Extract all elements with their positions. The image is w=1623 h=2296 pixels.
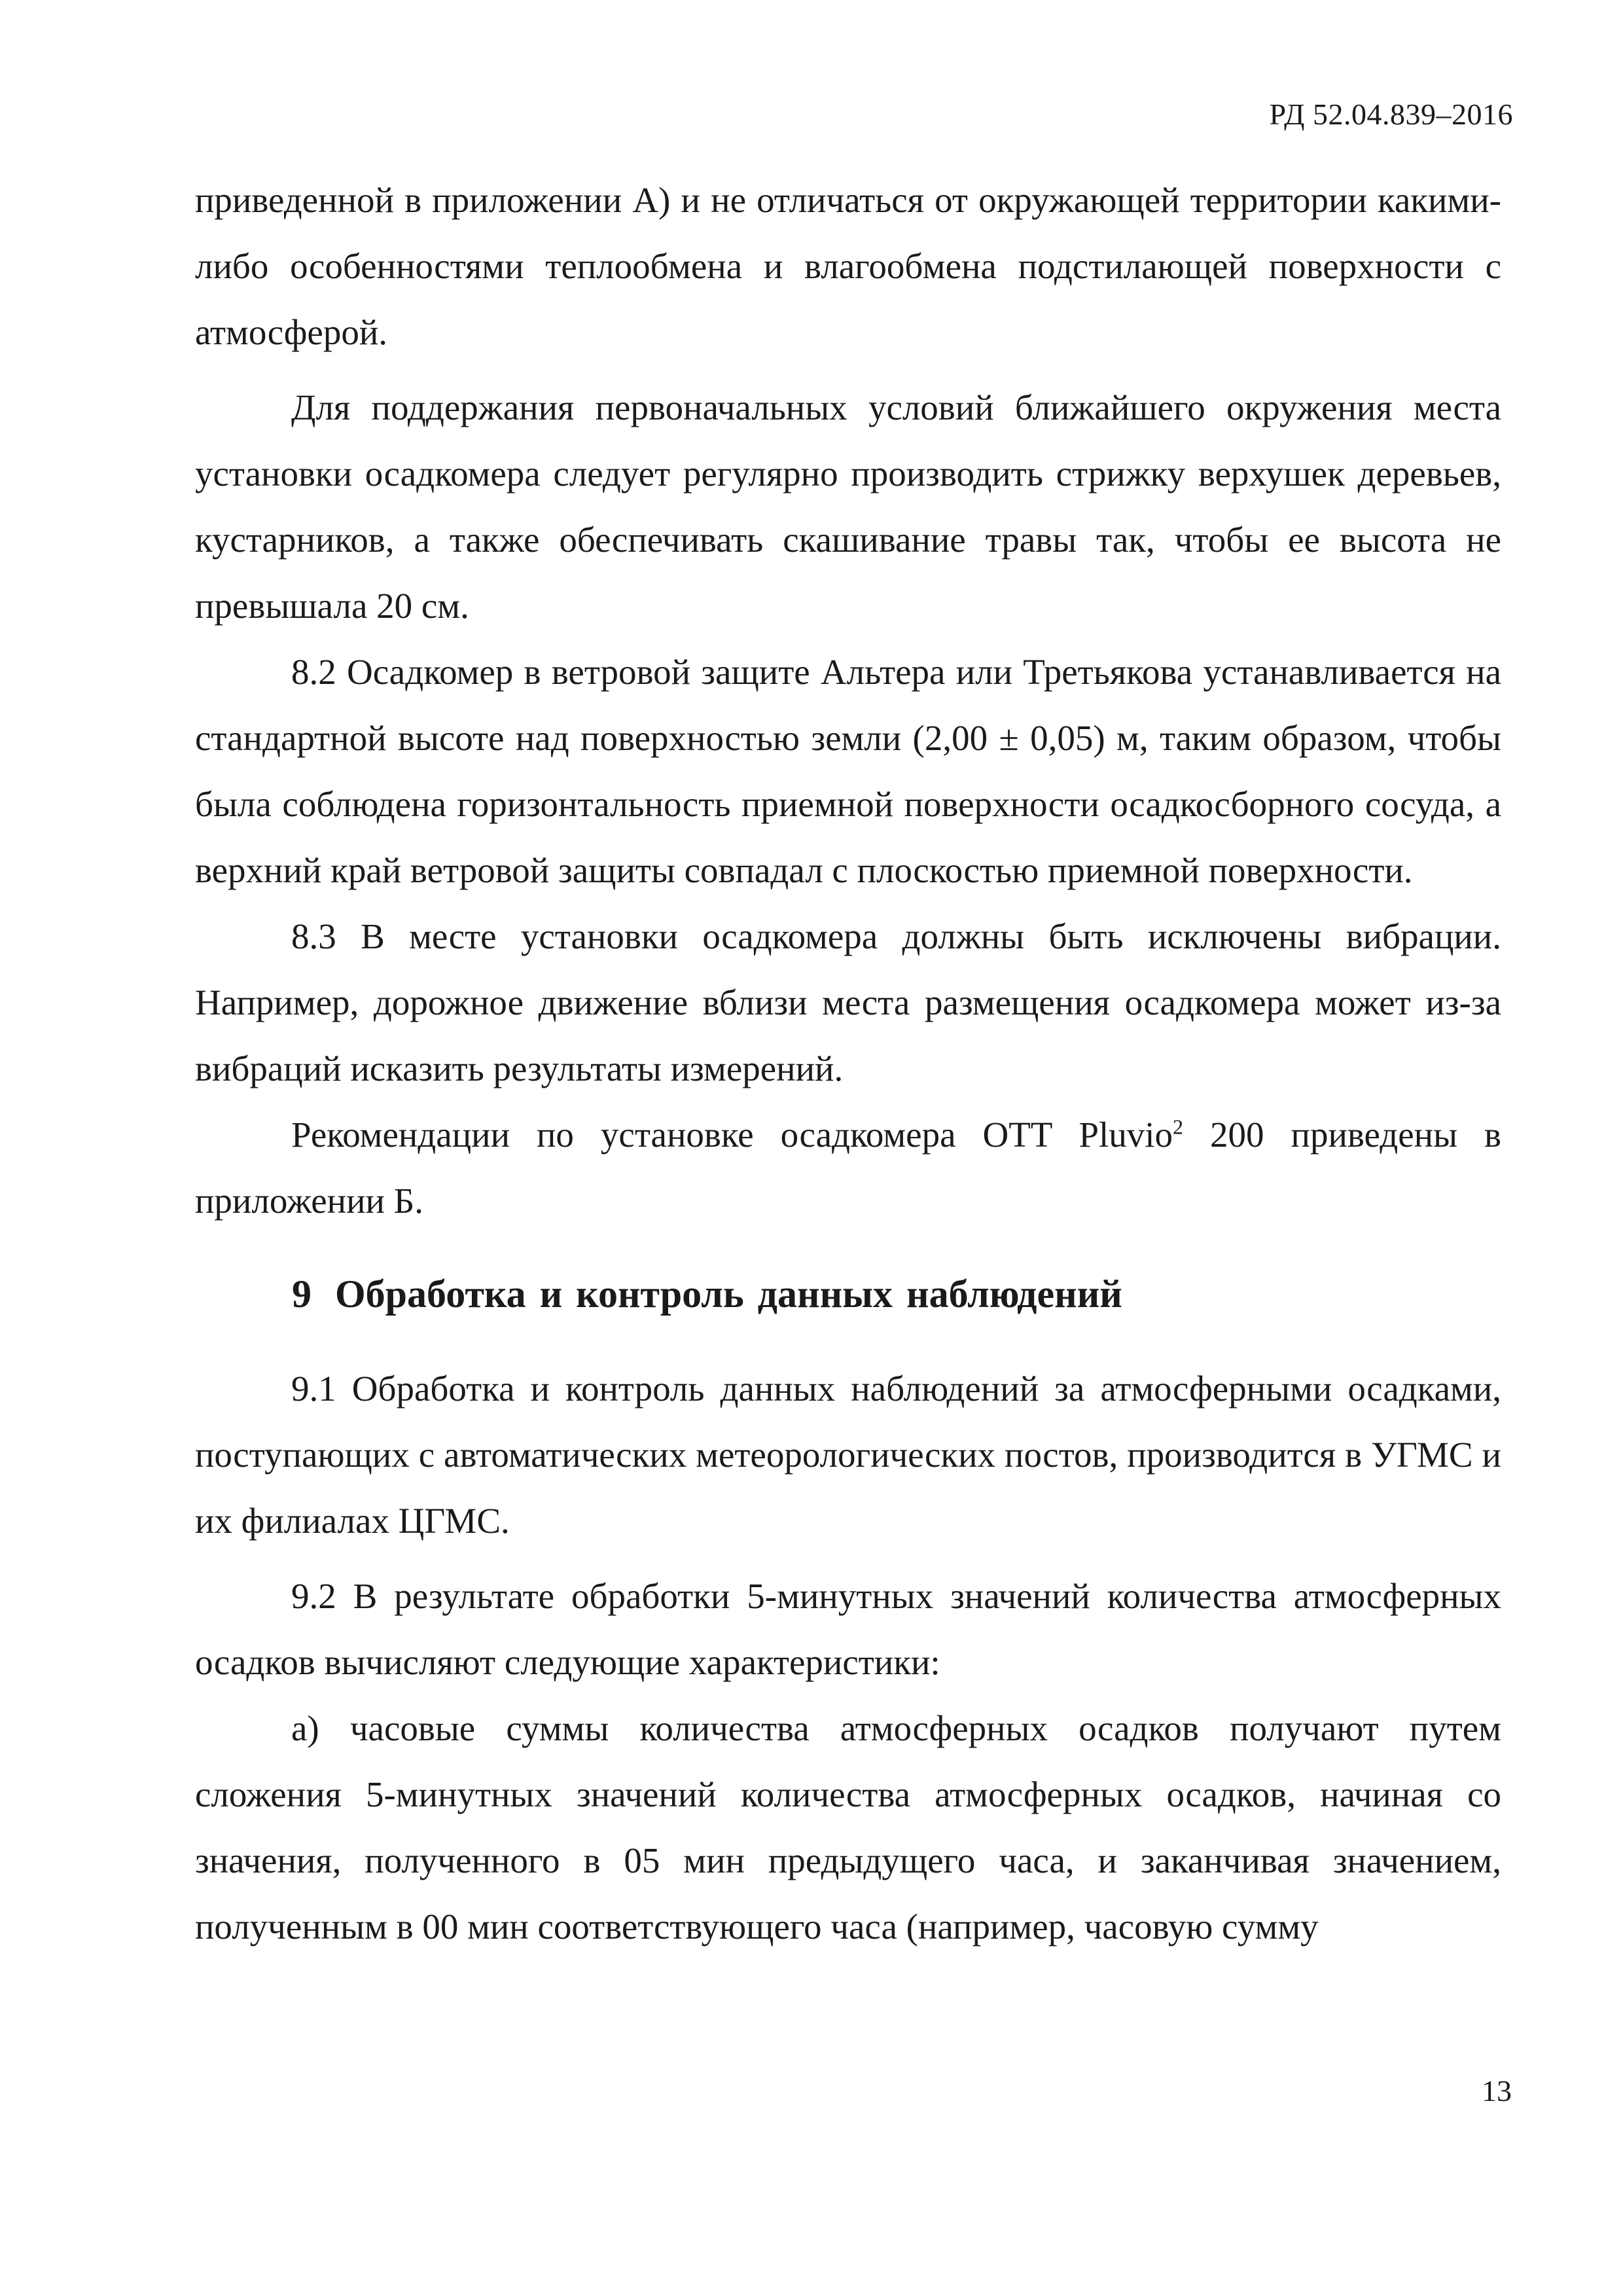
section-title: Обработка и контроль данных наблюдений — [335, 1272, 1122, 1316]
paragraph-recommendations — [195, 1102, 1501, 1234]
paragraph-8-2: 8.2 Осадкомер в ветровой защите Альтера или Третьякова устанавливается на стандартной высоте над поверхностью земли (2,00 ± 0,05) м, таким образом, чтобы была соблюдена горизонтальность приемной поверхности осадкосборного сосуда, а верхний край ветровой защиты совпадал с плоскостью приемной поверхности. — [195, 652, 1501, 890]
section-heading-9 — [292, 1268, 1501, 1320]
page-number: 13 — [1482, 2074, 1512, 2108]
recommendations-text-end: 200 приведены в приложении Б. — [195, 1115, 1501, 1221]
superscript-2: 2 — [1173, 1115, 1184, 1139]
paragraph-maintenance: Для поддержания первоначальных условий ближайшего окружения места установки осадкомера следует регулярно производить стрижку верхушек деревьев, кустарников, а также обеспечивать скашивание травы так, чтобы ее высота не превышала 20 см. — [195, 387, 1501, 626]
paragraph-8-3: 8.3 В месте установки осадкомера должны быть исключены вибрации. Например, дорожное движение вблизи места размещения осадкомера может из-за вибраций исказить результаты измерений. — [195, 916, 1501, 1088]
paragraph-9-1: 9.1 Обработка и контроль данных наблюдений за атмосферными осадками, поступающих с автоматических метеорологических постов, производится в УГМС и их филиалах ЦГМС. — [195, 1369, 1501, 1541]
paragraph-site-requirements: приведенной в приложении А) и не отличаться от окружающей территории какими-либо особенностями теплообмена и влагообмена подстилающей поверхности с атмосферой. — [195, 180, 1501, 352]
page-content — [195, 167, 1501, 1960]
recommendations-text-start: Рекомендации по установке осадкомера OTT Pluvio — [291, 1115, 1173, 1155]
paragraph-9-2: 9.2 В результате обработки 5-минутных значений количества атмосферных осадков вычисляют следующие характеристики: — [195, 1576, 1501, 1682]
document-code: РД 52.04.839–2016 — [1269, 98, 1513, 131]
section-number: 9 — [292, 1272, 312, 1316]
paragraph-9-2-a: а) часовые суммы количества атмосферных осадков получают путем сложения 5-минутных значений количества атмосферных осадков, начиная со значения, полученного в 05 мин предыдущего часа, и заканчивая значением, полученным в 00 мин соответствующего часа (например, часовую сумму — [195, 1708, 1501, 1946]
